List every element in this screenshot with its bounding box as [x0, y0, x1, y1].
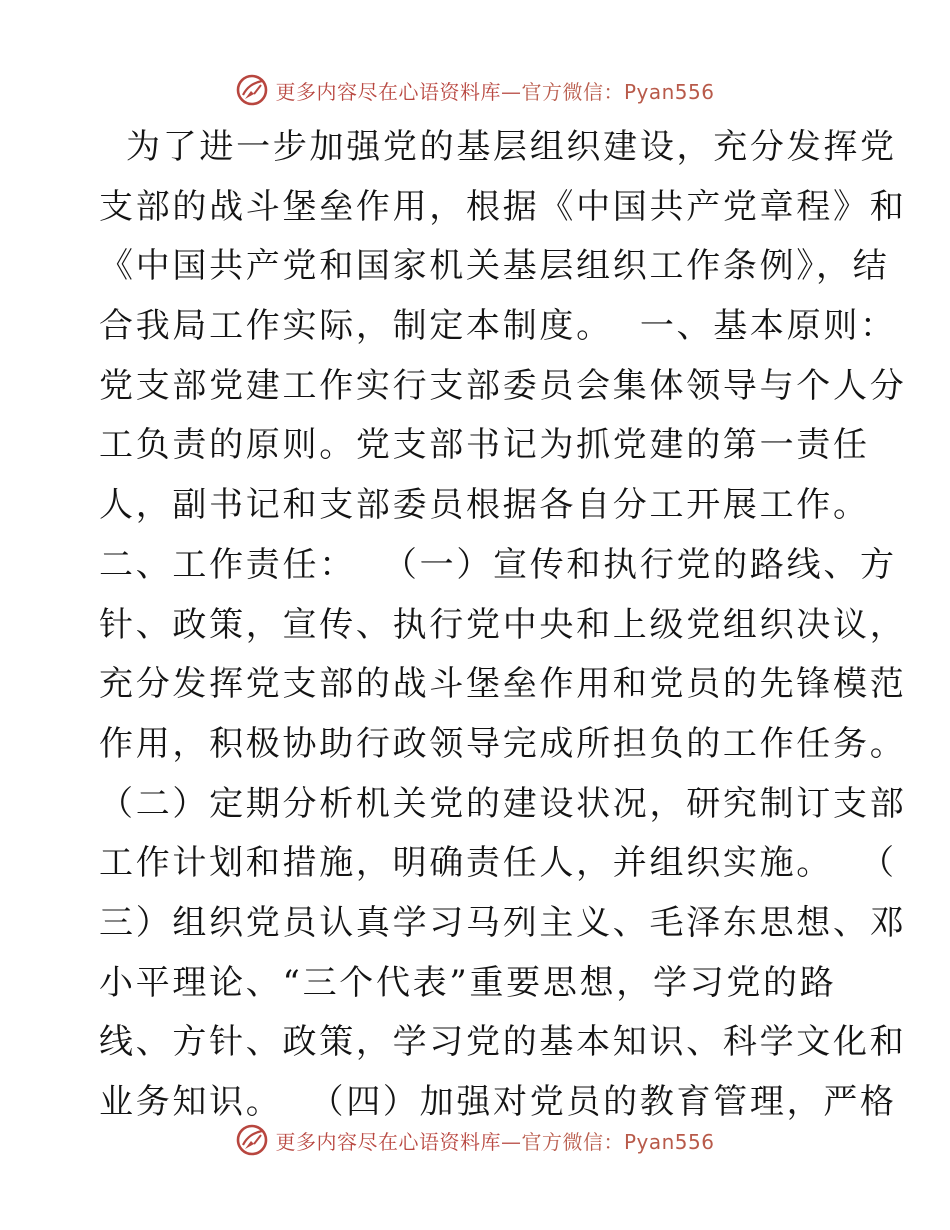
- body-line: 为了进一步加强党的基层组织建设，充分发挥党: [99, 127, 897, 167]
- body-line: 工负责的原则。党支部书记为抓党建的第一责任: [99, 425, 870, 466]
- banner-text: [275, 1126, 714, 1155]
- body-line: 党支部党建工作实行支部委员会集体领导与个人分: [99, 365, 907, 406]
- body-line: 线、方针、政策，学习党的基本知识、科学文化和: [99, 1022, 907, 1063]
- body-line: （二）定期分析机关党的建设状况，研究制订支部: [99, 783, 907, 824]
- document-body: [99, 118, 907, 1133]
- body-line: 三）组织党员认真学习马列主义、毛泽东思想、邓: [99, 902, 907, 943]
- banner-site-name: 更多内容尽在心语资料库: [275, 79, 501, 104]
- pen-logo-icon: [235, 73, 269, 107]
- banner-separator: —: [500, 79, 522, 104]
- banner-site-name: 更多内容尽在心语资料库: [275, 1129, 501, 1154]
- pen-logo-icon: [235, 1123, 269, 1157]
- banner-wechat: 官方微信：Pyan556: [521, 1129, 715, 1154]
- body-line: 人，副书记和支部委员根据各自分工开展工作。: [99, 485, 870, 526]
- body-line: 充分发挥党支部的战斗堡垒作用和党员的先锋模范: [99, 664, 907, 705]
- body-line: 针、政策，宣传、执行党中央和上级党组织决议，: [99, 604, 907, 645]
- body-line: 二、工作责任： （一）宣传和执行党的路线、方: [99, 544, 897, 585]
- header-watermark-banner: [0, 70, 950, 110]
- body-line: 业务知识。 （四）加强对党员的教育管理，严格: [99, 1082, 897, 1122]
- banner-separator: —: [500, 1129, 522, 1154]
- body-line: 工作计划和措施，明确责任人，并组织实施。 （: [99, 843, 897, 884]
- footer-watermark-banner: [0, 1120, 950, 1160]
- banner-text: [275, 76, 714, 105]
- body-line: 作用，积极协助行政领导完成所担负的工作任务。: [99, 723, 907, 764]
- body-line: 《中国共产党和国家机关基层组织工作条例》，结: [99, 246, 890, 287]
- body-line: 支部的战斗堡垒作用，根据《中国共产党章程》和: [99, 186, 907, 227]
- body-line: 小平理论、“三个代表”重要思想，学习党的路: [99, 962, 837, 1003]
- body-line: 合我局工作实际，制定本制度。 一、基本原则：: [99, 306, 897, 347]
- banner-wechat: 官方微信：Pyan556: [521, 79, 715, 104]
